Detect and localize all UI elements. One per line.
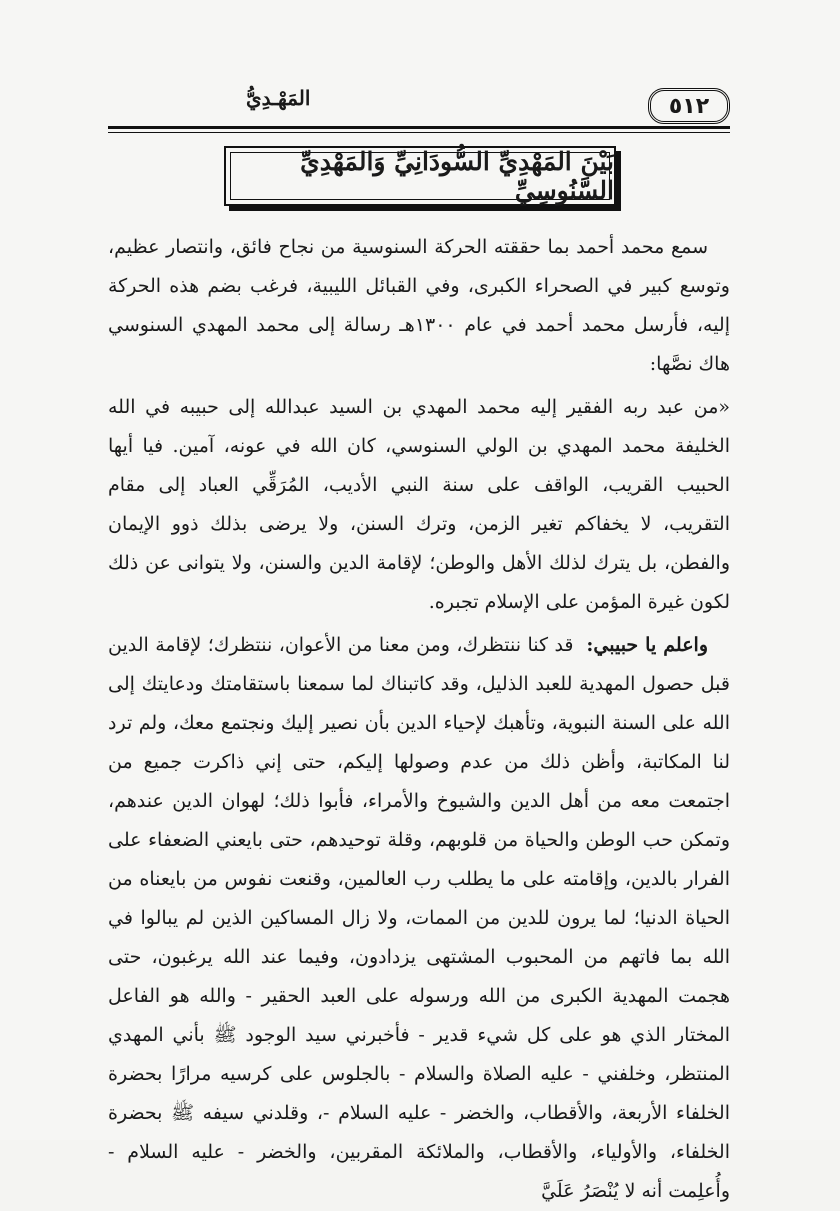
chapter-title: بَيْنَ المَهْدِيِّ السُّودَانِيِّ وَالمَهْدِيِّ السَّنُوسِيِّ (300, 147, 614, 205)
header-rule-thick (108, 126, 730, 129)
chapter-title-frame (224, 146, 616, 206)
page-number: ٥١٢ (648, 88, 730, 124)
paragraph-letter-opening: «من عبد ربه الفقير إليه محمد المهدي بن السيد عبدالله إلى حبيبه في الله الخليفة محمد المهدي بن الولي السنوسي، كان الله في عونه، آمين. فيا أيها الحبيب القريب، الواقف على سنة النبي الأديب، المُرَقِّي العباد إلى مقام التقريب، لا يخفاكم تغير الزمن، وترك السنن، ولا يرضى بذلك ذوو الإيمان والفطن، بل يترك لذلك الأهل والوطن؛ لإقامة الدين والسنن، ولا يتوانى عن ذلك لكون غيرة المؤمن على الإسلام تجبره. (108, 396, 730, 613)
paragraph-letter-body-text: قد كنا ننتظرك، ومن معنا من الأعوان، ننتظرك؛ لإقامة الدين قبل حصول المهدية للعبد الذليل، وقد كاتبناك لما سمعنا باستقامتك ودعايتك إلى الله على السنة النبوية، وتأهبك لإحياء الدين بأن نصير إليك ونجتمع معك، ولم ترد لنا المكاتبة، وأظن ذلك من عدم وصولها إليكم، حتى إني ذاكرت جميع من اجتمعت معه من أهل الدين والشيوخ والأمراء، فأبوا ذلك؛ لهوان الدين عندهم، وتمكن حب الوطن والحياة من قلوبهم، وقلة توحيدهم، حتى بايعني الضعفاء على الفرار بالدين، وإقامته على ما يطلب رب العالمين، وقنعت نفوس من بايعناه من الحياة الدنيا؛ لما يرون للدين من الممات، ولا زال المساكين الذين لم يبالوا في الله بما فاتهم من المحبوب المشتهى يزدادون، وفيما عند الله يرغبون، حتى هجمت المهدية الكبرى من الله ورسوله على العبد الحقير - والله هو الفاعل المختار الذي هو على كل شيء قدير - فأخبرني سيد الوجود ﷺ بأني المهدي المنتظر، وخلفني - عليه الصلاة والسلام - بالجلوس على كرسيه مرارًا بحضرة الخلفاء الأربعة، والأقطاب، والخضر - عليه السلام -، وقلدني سيفه ﷺ بحضرة الخلفاء، والأولياء، والأقطاب، والملائكة المقربين، والخضر - عليه السلام - وأُعلِمت أنه لا يُنْصَرُ عَلَيَّ (108, 634, 730, 1202)
running-title: المَهْـدِيُّ (246, 86, 311, 110)
paragraph-lead: واعلم يا حبيبي: (586, 634, 708, 656)
paragraph-intro: سمع محمد أحمد بما حققته الحركة السنوسية من نجاح فائق، وانتصار عظيم، وتوسع كبير في الصحراء الكبرى، وفي القبائل الليبية، فرغب بضم هذه الحركة إليه، فأرسل محمد أحمد في عام ١٣٠٠هـ رسالة إلى محمد المهدي السنوسي هاك نصَّها: (108, 236, 730, 375)
header-rule-thin (108, 132, 730, 133)
paragraph-letter-body (108, 626, 730, 1211)
page-header (108, 84, 730, 126)
body-text (108, 228, 730, 1211)
